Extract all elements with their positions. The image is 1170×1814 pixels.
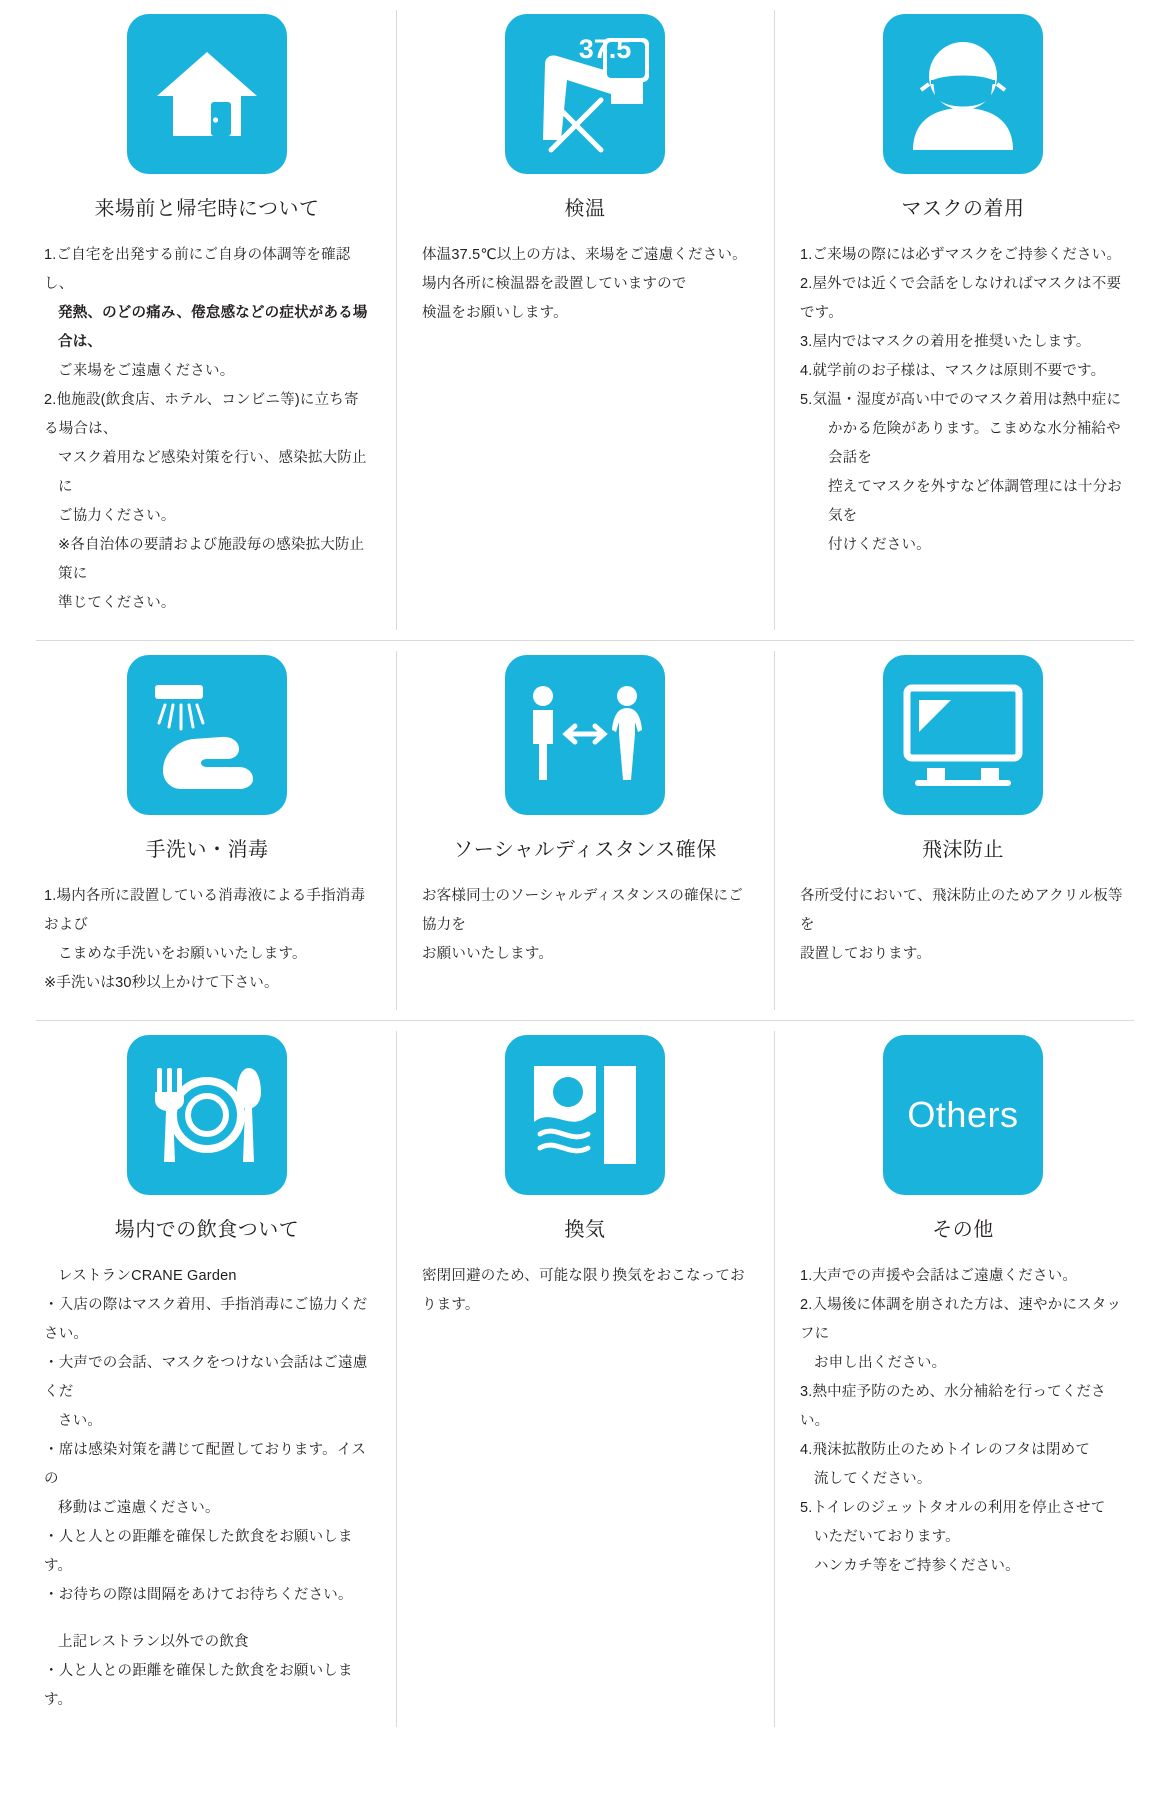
- body-line: ・お待ちの際は間隔をあけてお待ちください。: [44, 1587, 353, 1603]
- thermometer-37-5-icon: [505, 14, 665, 174]
- guideline-body: [422, 882, 748, 969]
- body-line: 移動はご遠慮ください。: [58, 1500, 220, 1516]
- body-line: 1.ご自宅を出発する前にご自身の体調等を確認し、: [44, 247, 351, 292]
- body-line: 3.屋内ではマスクの着用を推奨いたします。: [799, 334, 1091, 350]
- icon-wrap: [800, 1035, 1126, 1207]
- guideline-body: [800, 1262, 1126, 1581]
- body-line: 各所受付において、飛沫防止のためアクリル板等を: [799, 888, 1123, 933]
- page-title: 場内での飲食ついて: [114, 1219, 300, 1241]
- thermometer-value-label: 37.5: [578, 34, 632, 64]
- icon-wrap: [422, 1035, 748, 1207]
- body-line: 準じてください。: [58, 595, 176, 611]
- others-text-icon: [883, 1035, 1043, 1195]
- body-line: お願いいたします。: [421, 946, 554, 962]
- body-line: 控えてマスクを外すなど体調管理には十分お気を: [827, 479, 1122, 524]
- body-line: 発熱、のどの痛み、倦怠感などの症状がある場合は、: [58, 305, 368, 350]
- body-line: いただいております。: [813, 1529, 960, 1545]
- guideline-card-distance: [396, 641, 774, 1020]
- page-title: 手洗い・消毒: [145, 839, 269, 861]
- body-line: ・席は感染対策を講じて配置しております。イスの: [44, 1442, 367, 1487]
- icon-wrap: [422, 655, 748, 827]
- body-line: 2.入場後に体調を崩された方は、速やかにスタッフに: [799, 1297, 1122, 1342]
- page-title: その他: [932, 1219, 994, 1241]
- guideline-card-dining: [18, 1021, 396, 1737]
- icon-wrap: [800, 655, 1126, 827]
- body-line: 密閉回避のため、可能な限り換気をおこなっております。: [421, 1268, 745, 1313]
- guidelines-row: [18, 641, 1152, 1020]
- body-line: 4.就学前のお子様は、マスクは原則不要です。: [799, 363, 1106, 379]
- page-title: ソーシャルディスタンス確保: [453, 839, 717, 861]
- guideline-body: [422, 1262, 748, 1320]
- handwash-icon: [127, 655, 287, 815]
- page-title: マスクの着用: [901, 198, 1025, 220]
- body-line: ご来場をご遠慮ください。: [58, 363, 235, 379]
- icon-wrap: [44, 655, 370, 827]
- body-line: ハンカチ等をご持参ください。: [813, 1558, 1020, 1574]
- body-line: ※手洗いは30秒以上かけて下さい。: [44, 975, 279, 991]
- body-line: 体温37.5℃以上の方は、来場をご遠慮ください。: [421, 247, 747, 263]
- icon-wrap: [800, 14, 1126, 186]
- guideline-card-handwash: [18, 641, 396, 1020]
- social-distance-icon: [505, 655, 665, 815]
- guideline-body: [800, 882, 1126, 969]
- page-title: 換気: [564, 1219, 606, 1241]
- guideline-card-others: [774, 1021, 1152, 1737]
- body-line: 場内各所に検温器を設置していますので: [421, 276, 687, 292]
- body-line: 1.場内各所に設置している消毒液による手指消毒および: [44, 888, 366, 933]
- cutlery-plate-icon: [127, 1035, 287, 1195]
- guideline-body: [422, 241, 748, 328]
- body-line: レストランCRANE Garden: [58, 1268, 237, 1284]
- house-icon: [127, 14, 287, 174]
- body-line: お申し出ください。: [813, 1355, 947, 1371]
- icon-wrap: [44, 1035, 370, 1207]
- guideline-card-arrival: [18, 0, 396, 640]
- body-line: お客様同士のソーシャルディスタンスの確保にご協力を: [421, 888, 743, 933]
- body-line: 付けください。: [827, 537, 931, 553]
- body-line: 流してください。: [813, 1471, 932, 1487]
- body-line: ※各自治体の要請および施設毎の感染拡大防止策に: [58, 537, 365, 582]
- body-line: 検温をお願いします。: [421, 305, 568, 321]
- guidelines-row: [18, 1021, 1152, 1737]
- body-line: 設置しております。: [799, 946, 932, 962]
- body-line: ・人と人との距離を確保した飲食をお願いします。: [44, 1529, 353, 1574]
- body-line: 3.熱中症予防のため、水分補給を行ってください。: [799, 1384, 1106, 1429]
- guideline-card-temperature: [396, 0, 774, 640]
- body-line: さい。: [58, 1413, 103, 1429]
- body-line: ・入店の際はマスク着用、手指消毒にご協力ください。: [44, 1297, 368, 1342]
- body-line: 上記レストラン以外での飲食: [58, 1634, 249, 1650]
- page-title: 検温: [564, 198, 606, 220]
- guidelines-row: [18, 0, 1152, 640]
- body-line: ご協力ください。: [58, 508, 176, 524]
- body-line: 4.飛沫拡散防止のためトイレのフタは閉めて: [799, 1442, 1091, 1458]
- others-label: Others: [907, 1094, 1019, 1135]
- body-line: 2.他施設(飲食店、ホテル、コンビニ等)に立ち寄る場合は、: [44, 392, 359, 437]
- page-title: 来場前と帰宅時について: [94, 198, 320, 220]
- body-line: 5.トイレのジェットタオルの利用を停止させて: [799, 1500, 1106, 1516]
- guideline-card-ventilation: [396, 1021, 774, 1737]
- guideline-body: [800, 241, 1126, 560]
- body-line: ・人と人との距離を確保した飲食をお願いします。: [44, 1663, 353, 1708]
- body-line: 2.屋外では近くで会話をしなければマスクは不要です。: [799, 276, 1122, 321]
- guideline-body: [44, 1262, 370, 1715]
- mask-person-icon: [883, 14, 1043, 174]
- acrylic-panel-icon: [883, 655, 1043, 815]
- body-line: マスク着用など感染対策を行い、感染拡大防止に: [58, 450, 367, 495]
- icon-wrap: [44, 14, 370, 186]
- body-line: こまめな手洗いをお願いいたします。: [58, 946, 307, 962]
- ventilation-window-icon: [505, 1035, 665, 1195]
- body-line: ・大声での会話、マスクをつけない会話はご遠慮くだ: [44, 1355, 368, 1400]
- icon-wrap: [422, 14, 748, 186]
- body-line: 5.気温・湿度が高い中でのマスク着用は熱中症に: [799, 392, 1122, 408]
- page-title: 飛沫防止: [921, 839, 1004, 861]
- body-line: 1.ご来場の際には必ずマスクをご持参ください。: [799, 247, 1122, 263]
- guideline-body: [44, 882, 370, 998]
- guideline-card-acrylic-panel: [774, 641, 1152, 1020]
- body-line: かかる危険があります。こまめな水分補給や会話を: [827, 421, 1121, 466]
- guideline-card-mask: [774, 0, 1152, 640]
- guideline-body: [44, 241, 370, 618]
- body-line: 1.大声での声援や会話はご遠慮ください。: [799, 1268, 1078, 1284]
